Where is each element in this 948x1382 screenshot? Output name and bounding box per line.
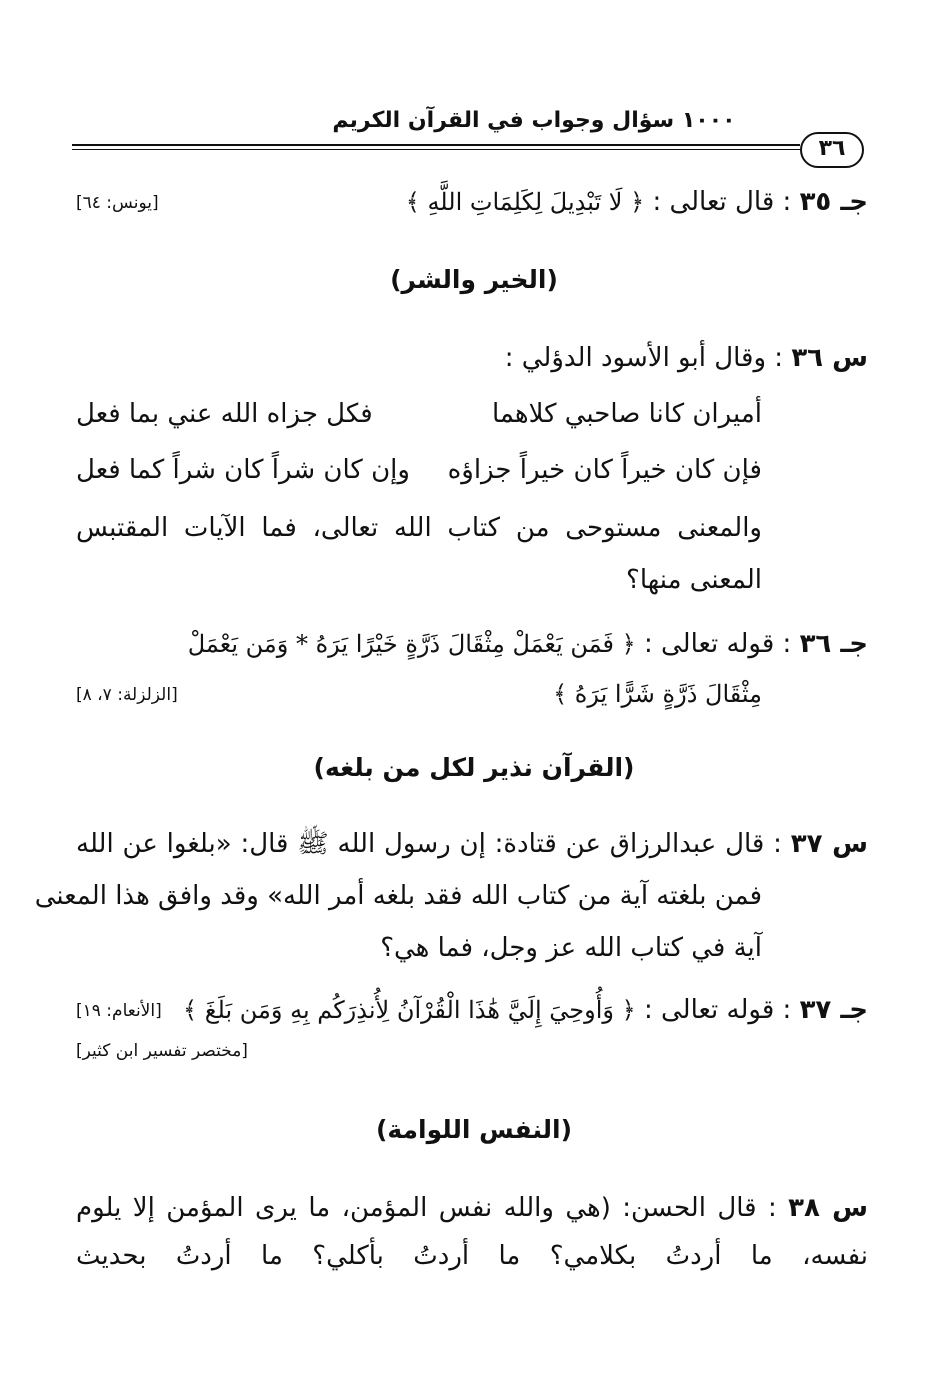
section-heading-good-evil: (الخير والشر)	[390, 265, 558, 294]
answer-36-line-1	[76, 624, 868, 664]
answer-36-verse-line-2: مِثْقَالَ ذَرَّةٍ شَرًّا يَرَهُ ﴾	[553, 680, 762, 708]
answer-37-line	[183, 990, 868, 1030]
answer-36-line-2	[76, 674, 762, 714]
answer-36-reference: [الزلزلة: ٧، ٨]	[76, 685, 178, 705]
answer-37-label: جـ ٣٧	[799, 995, 868, 1025]
answer-35-line	[76, 182, 868, 222]
answer-35-verse: ﴿ لَا تَبْدِيلَ لِكَلِمَاتِ اللَّهِ ﴾	[405, 188, 645, 216]
question-37-text-line-1: : قال عبدالرزاق عن قتادة: إن رسول الله ﷺ قال: «بلغوا عن الله	[76, 829, 782, 859]
answer-36-verse-line-1: ﴿ فَمَن يَعْمَلْ مِثْقَالَ ذَرَّةٍ خَيْرًا يَرَهُ * وَمَن يَعْمَلْ	[187, 630, 636, 658]
answer-37-source: [مختصر تفسير ابن كثير]	[76, 1041, 248, 1061]
question-38-text-line-1: : قال الحسن: (هي والله نفس المؤمن، ما يرى المؤمن إلا يلوم	[76, 1193, 777, 1223]
poem-verse-1-first-hemistich: أميران كانا صاحبي كلاهما	[491, 399, 762, 429]
question-37-label: س ٣٧	[790, 829, 869, 859]
page-number-badge: ٣٦	[800, 132, 864, 168]
question-36-label: س ٣٦	[791, 343, 868, 373]
answer-37-reference: [الأنعام: ١٩]	[76, 1001, 162, 1021]
header-rule	[72, 144, 800, 150]
poem-verse-1-second-hemistich: فكل جزاه الله عني بما فعل	[76, 399, 373, 429]
question-38-text-line-2: نفسه، ما أردتُ بكلامي؟ ما أردتُ بأكلي؟ ما أردتُ بحديث	[76, 1241, 868, 1271]
running-title: ١٠٠٠ سؤال وجواب في القرآن الكريم	[332, 108, 736, 133]
poem-verse-2-second-hemistich: وإن كان شراً كان شراً كما فعل	[76, 455, 410, 485]
question-38-label: س ٣٨	[788, 1193, 868, 1223]
section-heading-quran-warner: (القرآن نذير لكل من بلغه)	[313, 753, 635, 782]
answer-36-label: جـ ٣٦	[799, 629, 868, 659]
question-37-line-1	[76, 824, 868, 864]
answer-37-intro: : قوله تعالى :	[643, 995, 792, 1025]
answer-37-verse: ﴿ وَأُوحِيَ إِلَيَّ هَٰذَا الْقُرْآنُ لِأُنذِرَكُم بِهِ وَمَن بَلَغَ ﴾	[183, 996, 636, 1024]
question-36-intro: : وقال أبو الأسود الدؤلي :	[504, 343, 784, 373]
question-37-text-line-3: آية في كتاب الله عز وجل، فما هي؟	[380, 933, 762, 963]
question-36-text-line-1: والمعنى مستوحى من كتاب الله تعالى، فما الآيات المقتبس	[76, 513, 762, 543]
question-36-text-line-2: المعنى منها؟	[626, 565, 762, 595]
section-heading-reproaching-soul: (النفس اللوامة)	[375, 1115, 573, 1144]
poem-verse-2-first-hemistich: فإن كان خيراً كان خيراً جزاؤه	[447, 455, 762, 485]
answer-36-intro: : قوله تعالى :	[643, 629, 792, 659]
answer-35-label: جـ ٣٥	[799, 187, 868, 217]
question-37-text-line-2: فمن بلغته آية من كتاب الله فقد بلغه أمر الله» وقد وافق هذا المعنى	[34, 881, 762, 911]
answer-35-intro: : قال تعالى :	[652, 187, 792, 217]
question-36-line	[76, 338, 868, 378]
question-38-line-1	[76, 1188, 868, 1228]
answer-35-reference: [يونس: ٦٤]	[76, 193, 159, 213]
